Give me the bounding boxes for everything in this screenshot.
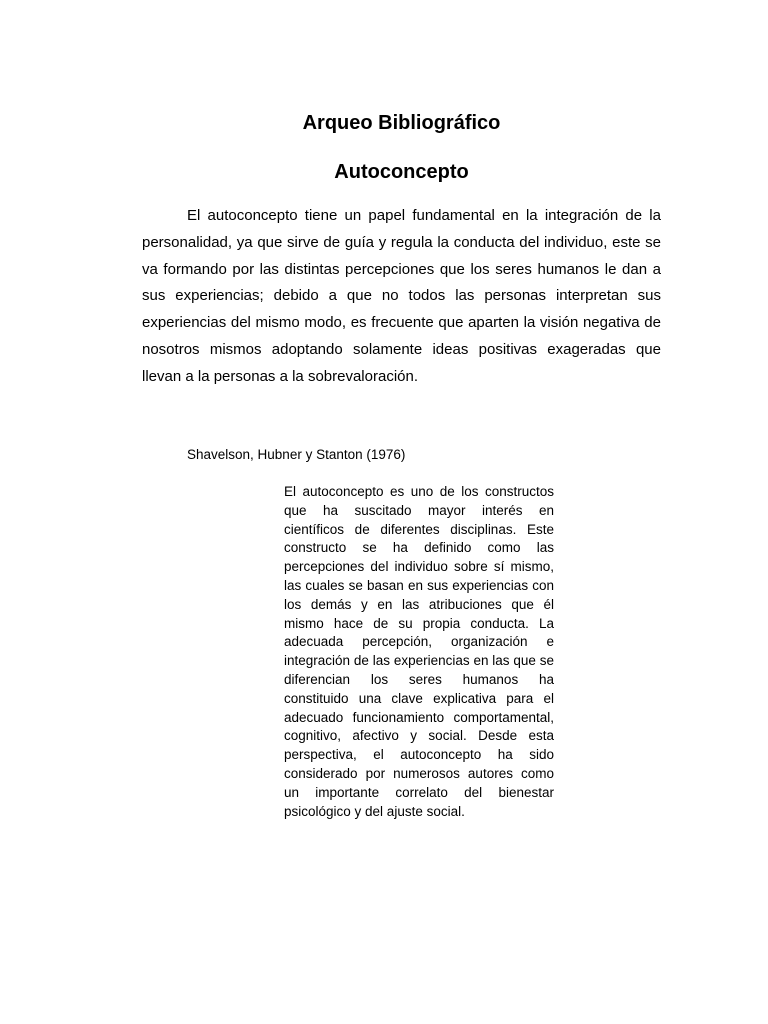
- document-title: Arqueo Bibliográfico: [302, 112, 501, 134]
- citation-reference: Shavelson, Hubner y Stanton (1976): [187, 447, 406, 462]
- block-quote: El autoconcepto es uno de los constructos que ha suscitado mayor interés en científicos de diferentes disciplinas. Este constructo se ha definido como las percepciones del individuo sobre sí mismo, las cuales se basan en sus experiencias con los demás y en las atribuciones que él mismo hace de su propia conducta. La adecuada percepción, organización e integración de las experiencias en las que se diferencian los seres humanos ha constituido una clave explicativa para el adecuado funcionamiento comportamental, cognitivo, afectivo y social. Desde esta perspectiva, el autoconcepto ha sido considerado por numerosos autores como un importante correlato del bienestar psicológico y del ajuste social.: [284, 484, 554, 819]
- document-subtitle: Autoconcepto: [334, 161, 469, 183]
- body-paragraph: El autoconcepto tiene un papel fundamental en la integración de la personalidad, ya que sirve de guía y regula la conducta del individuo, este se va formando por las distintas percepciones que los seres humanos le dan a sus experiencias; debido a que no todos las personas interpretan sus experiencias del mismo modo, es frecuente que aparten la visión negativa de nosotros mismos adoptando solamente ideas positivas exageradas que llevan a la personas a la sobrevaloración.: [142, 207, 661, 385]
